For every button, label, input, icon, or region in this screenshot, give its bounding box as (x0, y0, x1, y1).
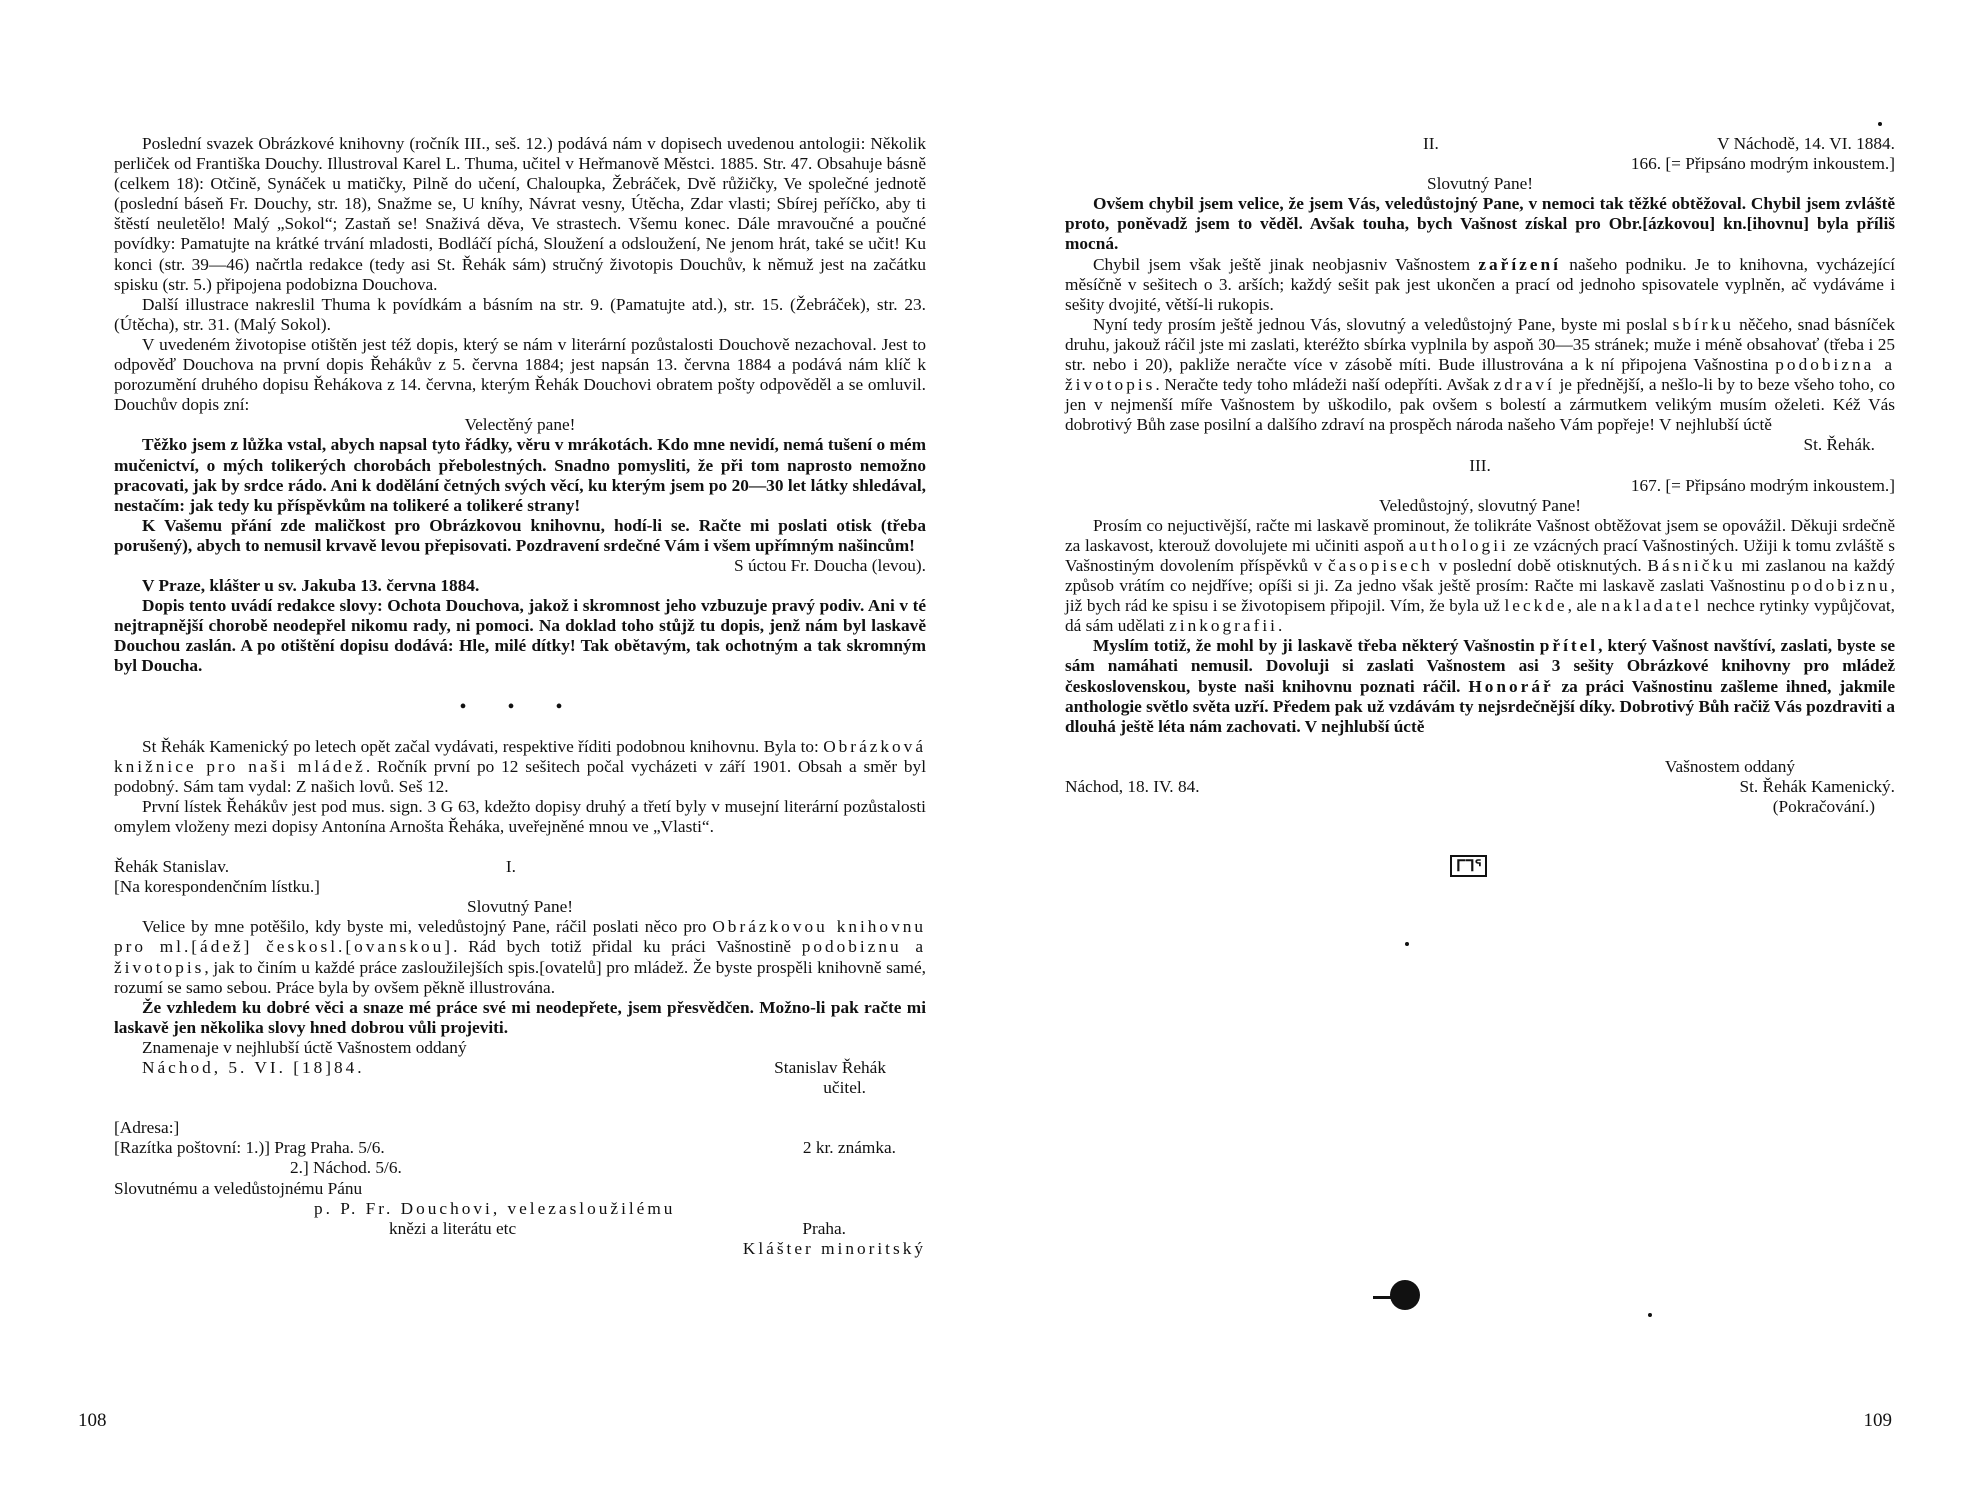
place-date: Náchod, 5. VI. [18]84. (142, 1058, 365, 1078)
paragraph: V Praze, klášter u sv. Jakuba 13. června 1884. (142, 576, 480, 596)
text: mi zaslanou na každý způsob vrátím co nejdříve; opíši si ji. Za jedno však ještě prosím: Račte mi laskavě zaslati Vašnostinu (1065, 555, 1895, 596)
spaced-text: authologii (1408, 535, 1509, 555)
spaced-text: leckde (1504, 596, 1568, 616)
right-text-column (1065, 134, 1895, 877)
text: , již bych rád ke spisu i se životopisem připojil. Vím, že byla už (1065, 576, 1895, 616)
spacer (1065, 737, 1895, 757)
paragraph (114, 917, 926, 997)
paragraph: V uvedeném životopise otištěn jest též dopis, který se nám v literární pozůstalosti Douchově nezachoval. Jest to odpověď Douchova na první dopis Řehákův z 5. června 1884; jest napsán 13. června 1884 a podává nám klíč k porozumění druhého dopisu Řehákova z 14. června, kterým Řehák Douchovi obratem pošty odpověděl a se omluvil. Douchův dopis zní: (114, 334, 926, 415)
printer-ornament-icon: ᒥᒣᕐ (1450, 855, 1487, 877)
text: , který Vašnost navštíví, zaslati, byste se sám namáhati nemusil. Dovoluji si zaslati Vašnostem asi 3 sešity Obrázkové knihovny pro mládež československou, byste naši knihovnu poznati ráčil. (1065, 636, 1895, 696)
paragraph: Že vzhledem ku dobré věci a snaze mé práce své mi neodepřete, jsem přesvědčen. Možno-li pak račte mi laskavě jen několika slovy hned dobrou vůli projeviti. (114, 997, 926, 1037)
spaced-text: zinkografii (1169, 616, 1278, 636)
text: v poslední době otisknutých. (1432, 555, 1648, 575)
text: něčeho, snad básníček druhu, jakouž ráčil jste mi zaslati, kteréžto sbírka vyplnila by aspoň 30—35 stránek; muže i méně obsahovať (třeba i 25 str. nebo i 20), pakliže neračte více v zásobě míti. Bude illustrována a k ní připojena Vašnostina (1065, 314, 1895, 375)
letter-header (114, 857, 926, 877)
salutation: Slovutný Pane! (466, 897, 574, 917)
address-line: Klášter minoritský (742, 1238, 926, 1258)
spaced-text: podobiznu (1790, 576, 1891, 596)
ink-speck (1878, 122, 1882, 126)
address-text: knězi a literátu etc (389, 1218, 517, 1238)
signature: St. Řehák. (1803, 435, 1875, 455)
text: je přednější, a nešlo-li by to beze všeho toho, co jen v nejmenší míře Vašnostem by uškodilo, pak ovšem s bolestí a zármutkem velikým musím oželeti. Kéž Vás dobrotivý Bůh zase posilní a dalšího zdraví na prospěch národa našeho Vám popřeje! V nejhlubší úctě (1065, 375, 1895, 435)
address-city: Praha. (802, 1218, 846, 1238)
address-line: p. P. Fr. Douchovi, velezasloužilému (314, 1198, 676, 1218)
closing: Vašnostem oddaný (1664, 756, 1795, 776)
paragraph: Další illustrace nakreslil Thuma k povídkám a básním na str. 9. (Pamatujte atd.), str. 15. (Žebráček), str. 23. (Útěcha), str. 31. (Malý Sokol). (114, 294, 926, 334)
spacer (114, 677, 926, 697)
paragraph: Těžko jsem z lůžka vstal, abych napsal tyto řádky, věru v mrákotách. Kdo mne nevidí, nemá tušení o mém mučenictví, o mých tolikerých chorobách přebolestných. Snadno pomysliti, že při tom naprosto nemožno pracovati, jak by srdce rádo. Ani k dodělání četných svých věcí, ku kterým jsem po 20—30 let látky shledával, nestačím: jak tedy ku příspěvkům na tolikeré a tolikeré strany! (114, 435, 926, 515)
text: Myslím totiž, že mohl by ji laskavě třeba některý Vašnostin (1093, 636, 1540, 656)
paragraph (1065, 516, 1895, 637)
text: . (1277, 616, 1283, 636)
continuation-note: (Pokračování.) (1772, 797, 1875, 816)
text: , ale (1567, 596, 1602, 616)
spaced-text: podobizna a životopis (1065, 355, 1895, 395)
paragraph: K Vašemu přání zde maličkost pro Obrázkovou knihovnu, hodí-li se. Račte mi poslati otisk (třeba porušený), abych to nemusil krvavě levou přepisovati. Pozdravení srdečné Vám i všem upřímným našincům! (114, 515, 926, 555)
signature-name: St. Řehák Kamenický. (1739, 776, 1895, 796)
address-line: 2.] Náchod. 5/6. (290, 1158, 402, 1178)
spaced-text: sbírku (1672, 314, 1734, 334)
letter-note: 167. [= Připsáno modrým inkoustem.] (1630, 475, 1895, 495)
spaced-text: Honorář (1468, 676, 1554, 696)
right-page (985, 0, 1970, 1500)
salutation: Veledůstojný, slovutný Pane! (1378, 495, 1582, 515)
stamp-note: 2 kr. známka. (802, 1138, 896, 1158)
text: Velice by mne potěšilo, kdy byste mi, veledůstojný Pane, ráčil poslati něco pro (142, 917, 713, 937)
date-signature-row (114, 1058, 926, 1078)
paragraph: Poslední svazek Obrázkové knihovny (ročník III., seš. 12.) podává nám v dopisech uvedenou antologii: Několik perliček od Františka Douchy. Illustroval Karel L. Thuma, učitel v Heřmanově Městci. 1885. Str. 47. Obsahuje básně (celkem 18): Otčině, Synáček u matičky, Pilně do učení, Chaloupka, Žebráček, Dvě růžičky, Ve společné jednotě (poslední báseň Fr. Douchy, str. 18), Snažme se, U kníhy, Návrat vesny, Útěcha, Zdar vlasti; Sbírej peříčko, aby ti štěstí neuletělo! Malý „Sokol“; Zastaň se! Snaživá děva, Ve strastech. Všemu konec. Dále mravoučné a poučné povídky: Pamatujte na krátké trvání mladosti, Bodláčí píchá, Sloužení a odsloužení, Ne jenom hrát, také se učit! Ku konci (str. 39—46) načrtla redakce (tedy asi St. Řehák sám) stručný životopis Douchův, k němuž jest na začátku spisku (str. 5.) připojena podobizna Douchova. (114, 134, 926, 294)
spaced-text: nakladatel (1601, 596, 1703, 616)
section-separator: • • • (459, 695, 581, 718)
address-line (114, 1138, 926, 1158)
text: . Neračte tedy toho mládeži naší odepříti. Avšak (1155, 375, 1494, 395)
text: Chybil jsem však ještě jinak neobjasniv Vašnostem (1093, 254, 1479, 274)
date-signature-row (1065, 777, 1895, 797)
letter-note: 166. [= Připsáno modrým inkoustem.] (1630, 154, 1895, 174)
salutation: Velectěný pane! (464, 415, 576, 435)
ink-blot-mark (1390, 1280, 1420, 1310)
letter-header (1065, 134, 1895, 154)
text: St Řehák Kamenický po letech opět začal vydávati, respektive říditi podobnou knihovnu. Byla to: (142, 736, 824, 756)
text: nechce rytinky vypůjčovat, dá sám udělati (1065, 596, 1895, 636)
spacer (1065, 817, 1895, 855)
text: ze vzácných prací Vašnostiných. Užiji k tomu zvláště s Vašnostiným dovolením příspěvků v (1065, 535, 1895, 575)
spaced-text: zařízení (1478, 254, 1561, 274)
signature-role: učitel. (823, 1078, 866, 1098)
spaced-text: přítel (1539, 636, 1599, 656)
text: . Rád bych totiž přidal ku práci Vašnostině (453, 937, 802, 957)
letter-note: [Na korespondenčním lístku.] (114, 877, 320, 897)
ink-speck (1405, 942, 1409, 946)
spacer (114, 837, 926, 857)
text: Prosím co nejuctivější, račte mi laskavě prominout, že tolikráte Vašnost obtěžovat jsem se opovážil. Děkuji srdečně za laskavost, kterouž dovolujete mi učiniti aspoň (1065, 515, 1895, 555)
text: za práci Vašnostinu zašleme ihned, jakmile anthologie světlo světa uzří. Předem pak už vzdávám ty nejsrdečnější díky. Dobrotivý Bůh račiž Vás pozdraviti a dlouhá ještě léta nám zachovati. V nejhlubší úctě (1065, 676, 1895, 736)
spacer (114, 717, 926, 737)
place-date: V Náchodě, 14. VI. 1884. (1717, 134, 1895, 153)
text: , jak to činím u každé práce zasloužilejších spis.[ovatelů] pro mládež. Že byste prospěli knihovně samé, rozumí se samo sebou. Práce byla by ovšem pěkně illustrována. (114, 957, 926, 997)
postmark: [Razítka poštovní: 1.)] Prag Praha. 5/6. (114, 1138, 385, 1158)
text: . Ročník první po 12 sešitech počal vycházeti v září 1901. Obsah a směr byl podobný. Sám tam vydal: Z našich lovů. Seš 12. (114, 756, 926, 796)
signature-name: Stanislav Řehák (774, 1058, 886, 1078)
address-line: [Adresa:] (114, 1118, 180, 1138)
salutation: Slovutný Pane! (1426, 174, 1534, 194)
letter-number: II. (1423, 134, 1439, 153)
paragraph (114, 737, 926, 797)
left-text-column (114, 134, 926, 1259)
spaced-text: Obrázková knižnice pro naši mládež (114, 736, 926, 776)
text: našeho podniku. Je to knihovna, vycházející měsíčně v sešitech o 3. arších; každý sešit pak jest ukončen a prací od jednoho spisovatele vyplněn, ač vydáváme i sešity dvojité, větší-li rukopis. (1065, 254, 1895, 314)
spaced-text: Obrázkovou knihovnu pro ml.[ádež] českosl.[ovanskou] (114, 917, 926, 957)
spaced-text: časopisech (1328, 555, 1433, 575)
letter-author: Řehák Stanislav. (114, 857, 230, 877)
spaced-text: zdraví (1493, 375, 1555, 395)
ornament-row (1065, 855, 1895, 877)
paragraph: Ovšem chybil jsem velice, že jsem Vás, veledůstojný Pane, v nemoci tak těžké obtěžoval. Chybil jsem zvláště proto, poněvadž jsem to věděl. Avšak touha, bych Vašnost získal pro Obr.[ázkovou] kn.[ihovnu] byla příliš mocná. (1065, 194, 1895, 254)
spaced-text: Básničku (1647, 555, 1736, 575)
paragraph (1065, 255, 1895, 315)
page-number: 108 (78, 1410, 107, 1431)
ink-speck (1648, 1313, 1652, 1317)
page-number: 109 (1863, 1410, 1892, 1431)
place-date: Náchod, 18. IV. 84. (1065, 776, 1200, 796)
signature: S úctou Fr. Doucha (levou). (734, 555, 926, 575)
paragraph: Znamenaje v nejhlubší úctě Vašnostem oddaný (142, 1037, 467, 1057)
letter-number: III. (1469, 455, 1491, 475)
address-line (114, 1219, 926, 1239)
text: Nyní tedy prosím ještě jednou Vás, slovutný a veledůstojný Pane, byste mi poslal (1093, 314, 1673, 334)
spacer (114, 1098, 926, 1118)
letter-number: I. (505, 857, 516, 877)
paragraph: První lístek Řehákův jest pod mus. sign. 3 G 63, kdežto dopisy druhý a třetí byly v musejní literární pozůstalosti omylem vloženy mezi dopisy Antonína Arnošta Řeháka, uveřejněné mnou ve „Vlasti“. (114, 796, 926, 836)
spaced-text: podobiznu a životopis (114, 937, 926, 977)
address-line: Slovutnému a veledůstojnému Pánu (114, 1178, 363, 1198)
paragraph: Dopis tento uvádí redakce slovy: Ochota Douchova, jakož i skromnost jeho vzbuzuje pravý podiv. Ani v té nejtrapnější chorobě neodepřel nikomu rady, ni pomoci. Na doklad toho stůjž tu dopis, jenž nám byl laskavě Douchou zaslán. A po otištění dopisu dodává: Hle, milé dítky! Tak obětavým, tak ochotným a tak skromným byl Doucha. (114, 596, 926, 676)
paragraph (1065, 315, 1895, 436)
paragraph (1065, 636, 1895, 736)
